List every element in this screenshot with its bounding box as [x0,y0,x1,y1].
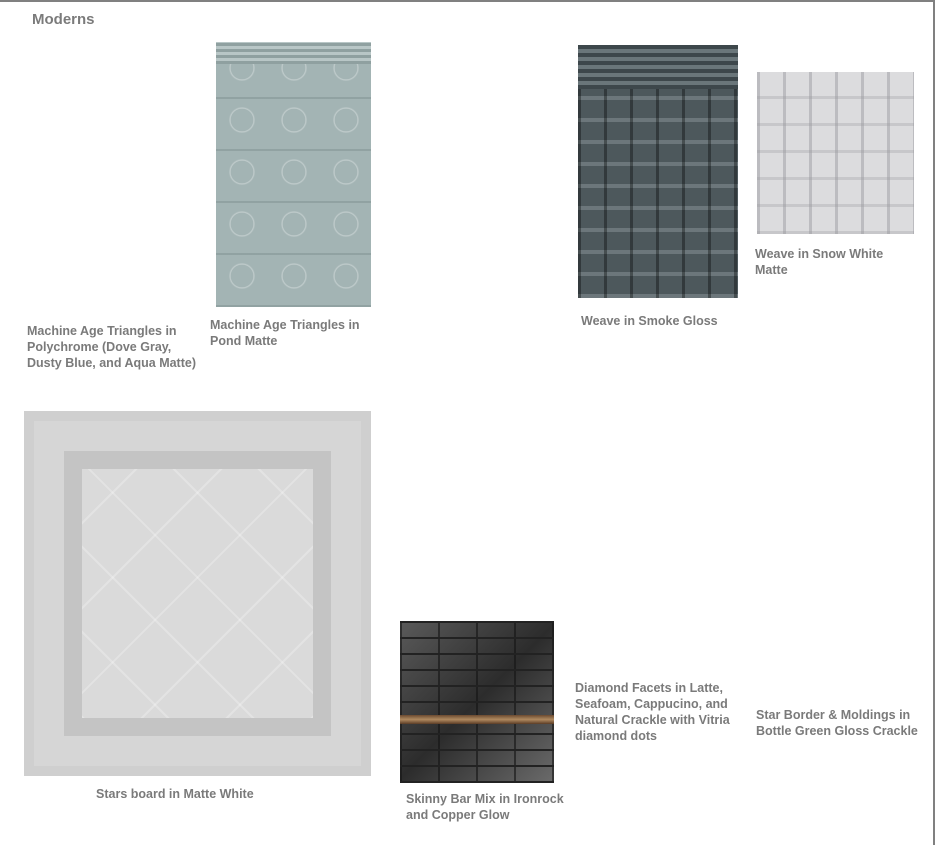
pond-matte-tile-image [216,42,371,307]
caption-pond-matte: Machine Age Triangles in Pond Matte [210,318,360,348]
stars-board-image [24,411,371,776]
caption-star-border: Star Border & Moldings in Bottle Green Gloss Crackle [756,708,918,738]
snow-white-tile-image [757,72,914,234]
section-title: Moderns [32,11,95,28]
smoke-gloss-tile-image [578,45,738,298]
caption-polychrome: Machine Age Triangles in Polychrome (Dove Gray, Dusty Blue, and Aqua Matte) [27,324,196,370]
copper-liner [400,715,554,724]
star-border [64,451,331,736]
caption-stars-board: Stars board in Matte White [96,787,254,801]
caption-smoke-gloss: Weave in Smoke Gloss [581,314,718,328]
caption-snow-white: Weave in Snow White Matte [755,247,884,277]
molding [216,42,371,64]
skinny-bar-image [400,621,554,783]
molding [578,45,738,89]
caption-skinny-bar: Skinny Bar Mix in Ironrock and Copper Glow [406,792,564,822]
caption-diamond-facets: Diamond Facets in Latte, Seafoam, Cappucino, and Natural Crackle with Vitria diamond dots [575,681,730,743]
